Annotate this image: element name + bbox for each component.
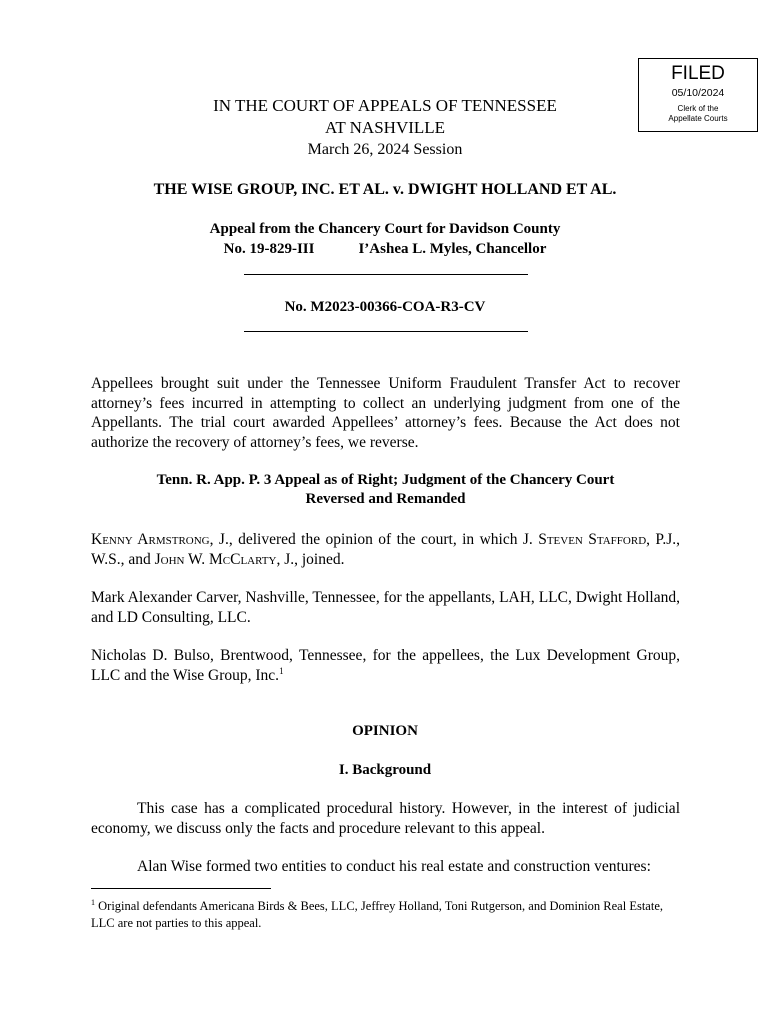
holding bbox=[91, 471, 680, 509]
authorship bbox=[91, 530, 680, 569]
judge-2-name: John W. McClarty bbox=[154, 550, 277, 568]
body-paragraph-2: Alan Wise formed two entities to conduct his real estate and construction ventures: bbox=[137, 858, 651, 875]
judge-1-name: J. Steven Stafford bbox=[522, 531, 647, 548]
body-paragraph-1: This case has a complicated procedural history. However, in the interest of judicial economy, we discuss only the facts and procedure relevant to this appeal. bbox=[91, 800, 680, 837]
docket-number: No. M2023-00366-COA-R3-CV bbox=[284, 299, 486, 315]
counsel-appellees bbox=[91, 646, 680, 685]
appeal-from: Appeal from the Chancery Court for Davidson County bbox=[209, 221, 561, 237]
footnote-divider bbox=[91, 888, 271, 889]
session-date: March 26, 2024 Session bbox=[307, 141, 463, 158]
court-location: AT NASHVILLE bbox=[324, 118, 446, 137]
authorship-text-2: , P.J., W.S., and bbox=[91, 531, 680, 568]
divider-top bbox=[244, 274, 528, 275]
stamp-courts: Appellate Courts bbox=[668, 114, 728, 123]
author-name: Kenny Armstrong bbox=[91, 531, 210, 548]
footnote-text: Original defendants Americana Birds & Bees, LLC, Jeffrey Holland, Toni Rutgerson, and Dominion Real Estate, LLC are not parties to this appeal. bbox=[91, 899, 663, 930]
stamp-clerk: Clerk of the bbox=[677, 104, 719, 113]
divider-bottom bbox=[244, 331, 528, 332]
court-name: IN THE COURT OF APPEALS OF TENNESSEE bbox=[213, 96, 557, 115]
holding-line-1: Tenn. R. App. P. 3 Appeal as of Right; Judgment of the Chancery Court bbox=[156, 472, 615, 488]
section-heading: I. Background bbox=[338, 762, 432, 778]
trial-number: No. 19-829-III bbox=[223, 241, 315, 257]
stamp-date: 05/10/2024 bbox=[671, 87, 725, 99]
authorship-text-3: , J., joined. bbox=[276, 550, 345, 568]
trial-info bbox=[0, 240, 770, 258]
case-summary: Appellees brought suit under the Tennessee Uniform Fraudulent Transfer Act to recover attorney’s fees incurred in attempting to collect an underlying judgment from one of the Appellants. The trial court awarded Appellees’ attorney’s fees. Because the Act does not authorize the recovery of attorney’s fees, we reverse. bbox=[91, 375, 680, 451]
case-title: THE WISE GROUP, INC. ET AL. v. DWIGHT HOLLAND ET AL. bbox=[153, 181, 617, 198]
stamp-title: FILED bbox=[671, 63, 725, 84]
footnote bbox=[91, 898, 680, 932]
counsel-appellants: Mark Alexander Carver, Nashville, Tennessee, for the appellants, LAH, LLC, Dwight Holland, and LD Consulting, LLC. bbox=[91, 589, 680, 626]
authorship-text-1: , J., delivered the opinion of the court, in which bbox=[209, 531, 523, 548]
chancellor: I’Ashea L. Myles, Chancellor bbox=[358, 241, 547, 257]
footnote-number: 1 bbox=[91, 897, 95, 907]
footnote-ref[interactable]: 1 bbox=[279, 665, 284, 676]
holding-line-2: Reversed and Remanded bbox=[305, 491, 466, 507]
opinion-heading: OPINION bbox=[352, 723, 418, 739]
counsel-appellees-text: Nicholas D. Bulso, Brentwood, Tennessee, for the appellees, the Lux Development Group, LLC and the Wise Group, Inc. bbox=[91, 647, 680, 684]
